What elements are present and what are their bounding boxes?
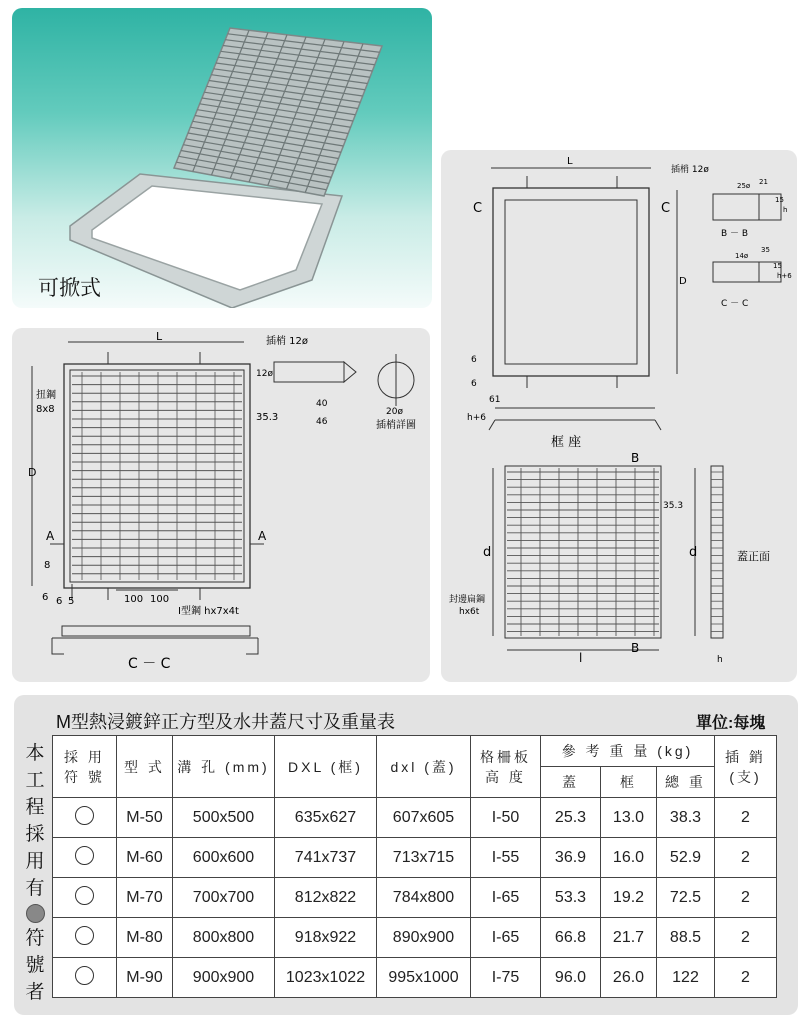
bb-dim-21: 21: [759, 178, 768, 186]
frame-dim-6a: 6: [471, 355, 477, 365]
header-hole: 溝 孔 (mm): [173, 736, 275, 798]
dim-8: 8: [44, 560, 51, 571]
cell-weight-frame: 13.0: [601, 798, 657, 838]
table-row: [53, 838, 777, 878]
cell-frame: 1023x1022: [275, 958, 377, 998]
grate-plan-drawing: [12, 328, 430, 682]
cc-dim-35: 35: [761, 246, 770, 254]
cover-spacing: 35.3: [663, 501, 684, 511]
cell-weight-cover: 53.3: [541, 878, 601, 918]
note-char: 用: [25, 850, 45, 872]
cell-height: I-65: [471, 878, 541, 918]
cell-hole: 500x500: [173, 798, 275, 838]
cover-dim-l: l: [579, 651, 583, 665]
cell-pins: 2: [715, 878, 777, 918]
frame-dim-6b: 6: [471, 379, 477, 389]
cell-weight-cover: 66.8: [541, 918, 601, 958]
cc-dim-h6: h+6: [777, 272, 792, 280]
cc-section-label: C － C: [721, 299, 749, 309]
cell-model: M-90: [117, 958, 173, 998]
cell-weight-total: 38.3: [657, 798, 715, 838]
cell-weight-total: 52.9: [657, 838, 715, 878]
cover-section-b-bottom: B: [631, 641, 640, 655]
pin-length-46: 46: [316, 417, 328, 427]
frame-dim-61: 61: [489, 395, 501, 405]
empty-circle-icon: [75, 926, 94, 945]
cell-model: M-50: [117, 798, 173, 838]
header-frame-size: DXL (框): [275, 736, 377, 798]
hinged-grate-illustration: [12, 8, 432, 308]
grate-dim-L: L: [156, 330, 163, 343]
note-char: 有: [25, 877, 45, 899]
i-beam-label: I型鋼 hx7x4t: [178, 606, 239, 617]
frame-seat-label: 框 座: [551, 435, 582, 450]
frame-drawing-panel: [441, 150, 797, 682]
twisted-bar-label: 扭鋼: [36, 390, 56, 401]
dim-100-b: 100: [150, 594, 170, 605]
table-row: [53, 958, 777, 998]
cell-model: M-70: [117, 878, 173, 918]
cell-height: I-65: [471, 918, 541, 958]
grate-spacing: 35.3: [256, 412, 279, 423]
cell-cover: 784x800: [377, 878, 471, 918]
bb-dim-h: h: [783, 206, 788, 214]
grate-pin-note: 插梢 12ø: [266, 336, 309, 347]
cell-weight-frame: 19.2: [601, 878, 657, 918]
empty-circle-icon: [75, 846, 94, 865]
cell-hole: 800x800: [173, 918, 275, 958]
dim-6a: 6: [42, 592, 49, 603]
empty-circle-icon: [75, 966, 94, 985]
pin-detail-label: 插梢詳圖: [376, 420, 416, 431]
header-weight-total: 總 重: [657, 767, 715, 798]
table-row: [53, 798, 777, 838]
frame-section-c-right: C: [661, 201, 671, 216]
note-char: 符: [25, 927, 45, 949]
cell-pins: 2: [715, 918, 777, 958]
cell-weight-frame: 26.0: [601, 958, 657, 998]
empty-circle-icon: [75, 886, 94, 905]
grate-dim-D: D: [28, 466, 37, 479]
frame-dim-h6: h+6: [467, 413, 486, 423]
cell-weight-cover: 36.9: [541, 838, 601, 878]
frame-section-c-left: C: [473, 201, 483, 216]
cell-frame: 635x627: [275, 798, 377, 838]
cover-dim-d: d: [483, 545, 492, 560]
header-pins: 插 銷 (支): [715, 736, 777, 798]
header-weight-cover: 蓋: [541, 767, 601, 798]
grate-drawing-panel: [12, 328, 430, 682]
cell-cover: 607x605: [377, 798, 471, 838]
edge-bar-size: hx6t: [459, 607, 480, 617]
note-char: 本: [25, 742, 45, 764]
cell-cover: 713x715: [377, 838, 471, 878]
header-weight-frame: 框: [601, 767, 657, 798]
cell-pins: 2: [715, 798, 777, 838]
cover-section-b-top: B: [631, 451, 640, 465]
cell-pins: 2: [715, 838, 777, 878]
note-char: 採: [25, 823, 45, 845]
cell-model: M-60: [117, 838, 173, 878]
cc-dim-15: 15: [773, 262, 782, 270]
side-dim-d: d: [689, 545, 698, 560]
cell-weight-cover: 96.0: [541, 958, 601, 998]
product-photo: [12, 8, 432, 308]
usage-note: [22, 740, 48, 1006]
cell-hole: 700x700: [173, 878, 275, 918]
filled-circle-icon: [26, 904, 45, 923]
cell-height: I-75: [471, 958, 541, 998]
pin-length-40: 40: [316, 399, 328, 409]
cell-height: I-55: [471, 838, 541, 878]
photo-caption: 可掀式: [38, 276, 101, 300]
dim-100-a: 100: [124, 594, 144, 605]
dim-5: 5: [68, 596, 75, 607]
header-symbol: 採 用 符 號: [53, 736, 117, 798]
frame-dim-L: L: [567, 156, 573, 167]
cell-frame: 918x922: [275, 918, 377, 958]
cell-hole: 600x600: [173, 838, 275, 878]
frame-dim-D: D: [679, 276, 687, 287]
cell-pins: 2: [715, 958, 777, 998]
grate-section-label: C － C: [128, 656, 171, 672]
cell-cover: 890x900: [377, 918, 471, 958]
note-char: 號: [25, 954, 45, 976]
cell-model: M-80: [117, 918, 173, 958]
header-model: 型 式: [117, 736, 173, 798]
frame-pin-note: 插梢 12ø: [671, 165, 709, 175]
cell-frame: 741x737: [275, 838, 377, 878]
twisted-bar-size: 8x8: [36, 404, 55, 415]
cell-height: I-50: [471, 798, 541, 838]
note-char: 程: [25, 796, 45, 818]
cell-weight-total: 72.5: [657, 878, 715, 918]
header-ref-weight: 參 考 重 量 (kg): [541, 736, 715, 767]
cell-hole: 900x900: [173, 958, 275, 998]
cover-front-label: 蓋正面: [737, 550, 770, 563]
section-a-right: A: [258, 529, 267, 543]
bb-dim-25: 25ø: [737, 182, 751, 190]
empty-circle-icon: [75, 806, 94, 825]
table-title: M型熱浸鍍鋅正方型及水井蓋尺寸及重量表: [56, 712, 395, 732]
table-row: [53, 918, 777, 958]
side-dim-h: h: [717, 655, 723, 665]
note-char: 者: [25, 981, 45, 1003]
frame-plan-drawing: [441, 150, 797, 682]
cell-weight-cover: 25.3: [541, 798, 601, 838]
section-a-left: A: [46, 529, 55, 543]
table-unit: 單位:每塊: [696, 715, 766, 732]
header-cover-size: dxl (蓋): [377, 736, 471, 798]
bb-section-label: B － B: [721, 229, 749, 239]
table-row: [53, 878, 777, 918]
pin-diameter: 12ø: [256, 369, 273, 379]
cc-dim-14: 14ø: [735, 252, 749, 260]
header-grate-height: 格柵板 高 度: [471, 736, 541, 798]
cell-cover: 995x1000: [377, 958, 471, 998]
edge-bar-label: 封邊扁鋼: [449, 595, 486, 605]
bb-dim-15: 15: [775, 196, 784, 204]
dim-6b: 6: [56, 596, 63, 607]
cell-weight-frame: 21.7: [601, 918, 657, 958]
spec-table: [52, 735, 777, 998]
cell-weight-frame: 16.0: [601, 838, 657, 878]
cell-weight-total: 88.5: [657, 918, 715, 958]
pin-head-diameter: 20ø: [386, 407, 403, 417]
note-char: 工: [25, 769, 45, 791]
cell-weight-total: 122: [657, 958, 715, 998]
cell-frame: 812x822: [275, 878, 377, 918]
